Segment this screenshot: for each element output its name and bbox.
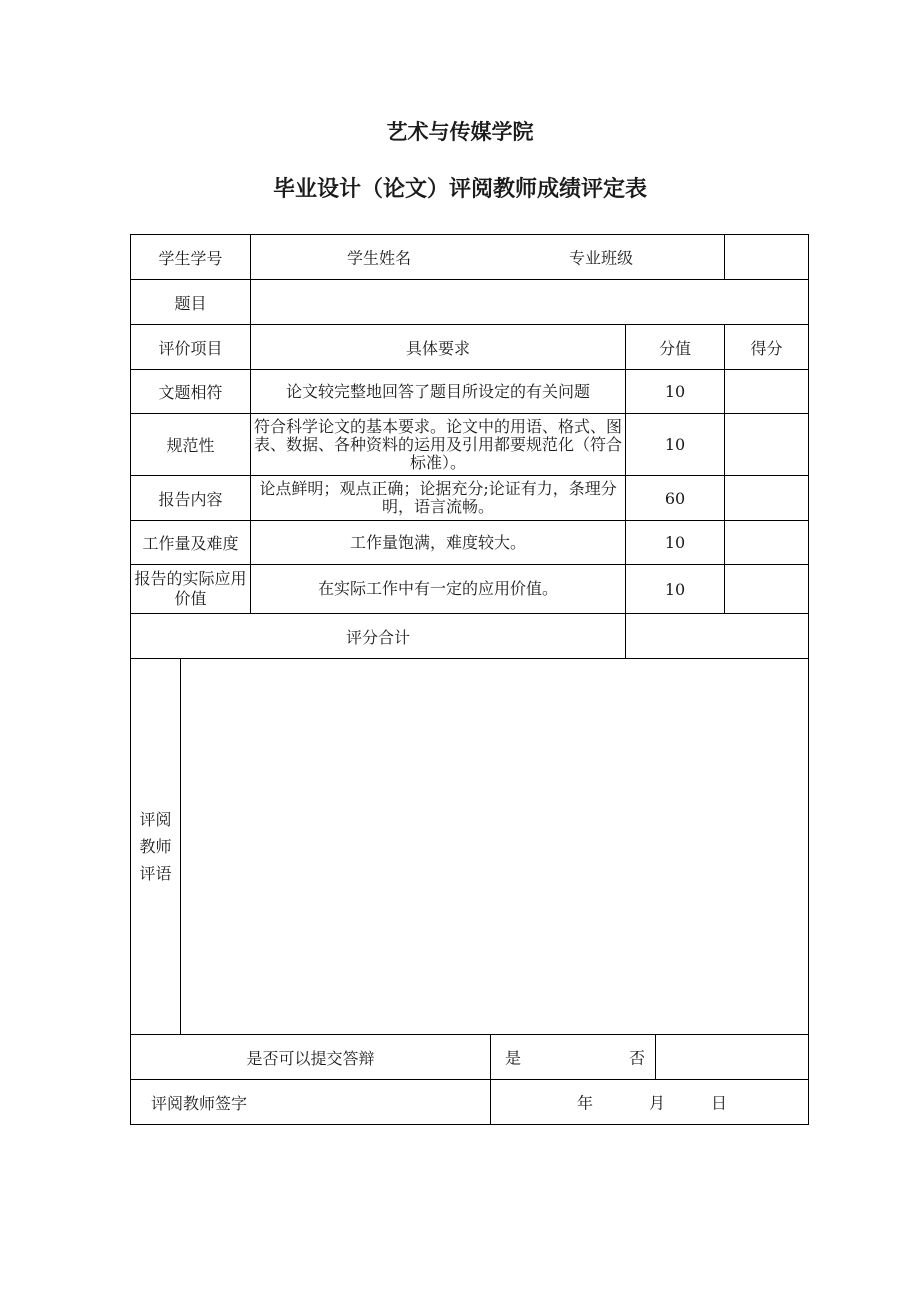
topic-label: 题目 bbox=[131, 280, 251, 325]
date-month: 月 bbox=[649, 1093, 666, 1113]
criteria-points: 60 bbox=[626, 476, 725, 521]
student-id-label: 学生学号 bbox=[131, 235, 251, 280]
major-class-label: 专业班级 bbox=[569, 248, 634, 268]
date-day: 日 bbox=[711, 1093, 728, 1113]
form-title: 毕业设计（论文）评阅教师成绩评定表 bbox=[272, 177, 647, 202]
criteria-score[interactable] bbox=[725, 521, 809, 565]
defense-options[interactable] bbox=[491, 1035, 656, 1080]
criteria-row bbox=[131, 370, 809, 414]
total-value[interactable] bbox=[626, 614, 809, 659]
date-year: 年 bbox=[577, 1093, 594, 1113]
defense-yes[interactable]: 是 bbox=[505, 1048, 522, 1068]
criteria-row bbox=[131, 521, 809, 565]
evaluation-form-table bbox=[130, 234, 809, 1125]
criteria-score[interactable] bbox=[725, 370, 809, 414]
criteria-item: 工作量及难度 bbox=[131, 521, 251, 565]
criteria-score[interactable] bbox=[725, 476, 809, 521]
criteria-points: 10 bbox=[626, 521, 725, 565]
school-title: 艺术与传媒学院 bbox=[386, 120, 534, 144]
defense-value[interactable] bbox=[656, 1035, 809, 1080]
criteria-requirement: 工作量饱满，难度较大。 bbox=[251, 521, 626, 565]
criteria-requirement: 符合科学论文的基本要求。论文中的用语、格式、图表、数据、各种资料的运用及引用都要规范化（符合标准）。 bbox=[251, 414, 626, 476]
topic-row bbox=[131, 280, 809, 325]
criteria-item: 文题相符 bbox=[131, 370, 251, 414]
signature-row bbox=[131, 1080, 809, 1125]
criteria-requirement: 论文较完整地回答了题目所设定的有关问题 bbox=[251, 370, 626, 414]
signature-label: 评阅教师签字 bbox=[131, 1080, 491, 1125]
criteria-row bbox=[131, 476, 809, 521]
header-item: 评价项目 bbox=[131, 325, 251, 370]
topic-value[interactable] bbox=[251, 280, 809, 325]
criteria-score[interactable] bbox=[725, 414, 809, 476]
defense-no[interactable]: 否 bbox=[629, 1048, 646, 1068]
criteria-requirement: 论点鲜明；观点正确；论据充分;论证有力，条理分明，语言流畅。 bbox=[251, 476, 626, 521]
criteria-header-row bbox=[131, 325, 809, 370]
defense-label: 是否可以提交答辩 bbox=[131, 1035, 491, 1080]
total-label: 评分合计 bbox=[131, 614, 626, 659]
major-class-value[interactable] bbox=[725, 235, 809, 280]
criteria-item: 报告内容 bbox=[131, 476, 251, 521]
defense-row bbox=[131, 1035, 809, 1080]
comments-area[interactable] bbox=[181, 659, 809, 1035]
criteria-item: 报告的实际应用价值 bbox=[131, 565, 251, 614]
criteria-row bbox=[131, 414, 809, 476]
criteria-points: 10 bbox=[626, 414, 725, 476]
criteria-score[interactable] bbox=[725, 565, 809, 614]
student-name-label: 学生姓名 bbox=[347, 248, 412, 268]
comments-row bbox=[131, 659, 809, 1035]
criteria-requirement: 在实际工作中有一定的应用价值。 bbox=[251, 565, 626, 614]
criteria-points: 10 bbox=[626, 565, 725, 614]
student-name-major-cell[interactable] bbox=[251, 235, 725, 280]
criteria-item: 规范性 bbox=[131, 414, 251, 476]
header-score: 得分 bbox=[725, 325, 809, 370]
header-points: 分值 bbox=[626, 325, 725, 370]
total-row bbox=[131, 614, 809, 659]
signature-date-cell[interactable] bbox=[491, 1080, 809, 1125]
header-requirement: 具体要求 bbox=[251, 325, 626, 370]
comments-label: 评阅教师评语 bbox=[131, 659, 181, 1035]
criteria-points: 10 bbox=[626, 370, 725, 414]
student-info-row bbox=[131, 235, 809, 280]
criteria-row bbox=[131, 565, 809, 614]
